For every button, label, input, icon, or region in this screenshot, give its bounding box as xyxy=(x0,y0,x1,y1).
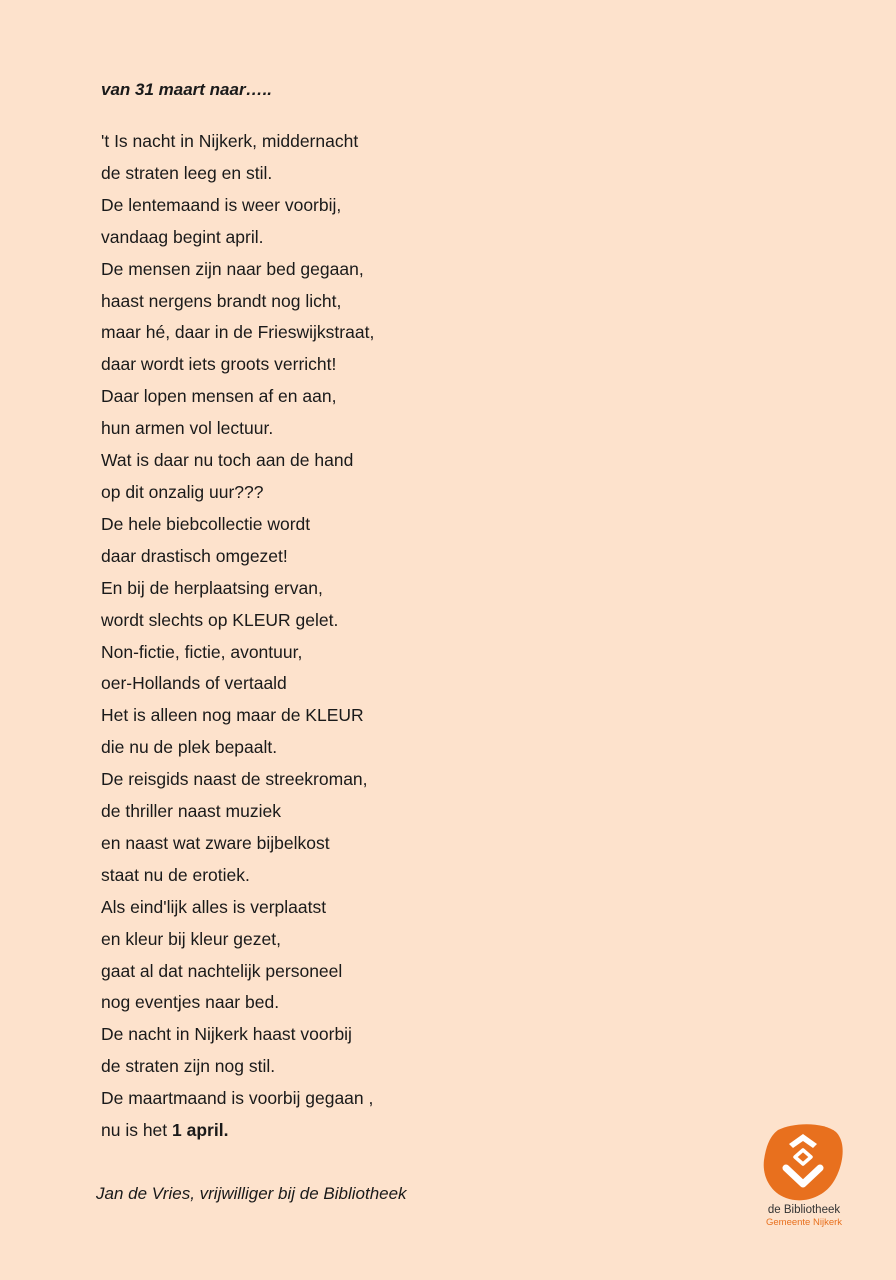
poem-line: Als eind'lijk alles is verplaatst xyxy=(101,896,327,917)
poem-line: hun armen vol lectuur. xyxy=(101,418,274,439)
poem-line: De reisgids naast de streekroman, xyxy=(101,769,368,790)
poem-line: daar wordt iets groots verricht! xyxy=(101,354,337,375)
poem-line: De hele biebcollectie wordt xyxy=(101,513,311,534)
poem-line: en naast wat zware bijbelkost xyxy=(101,832,330,853)
author-signature: Jan de Vries, vrijwilliger bij de Bibliotheek xyxy=(96,1184,407,1203)
poem-line: Non-fictie, fictie, avontuur, xyxy=(101,641,303,662)
poem-line: vandaag begint april. xyxy=(101,226,264,247)
poem-line-final-prefix: nu is het xyxy=(101,1120,173,1141)
logo-line-1: de Bibliotheek xyxy=(767,1204,841,1216)
poem-line: De mensen zijn naar bed gegaan, xyxy=(101,258,364,279)
poem-line: de straten leeg en stil. xyxy=(101,162,273,183)
poem-line: die nu de plek bepaalt. xyxy=(101,737,278,758)
poem-line: op dit onzalig uur??? xyxy=(101,481,264,502)
poem-line: En bij de herplaatsing ervan, xyxy=(101,577,323,598)
library-logo-icon xyxy=(762,1124,844,1202)
poem-line: en kleur bij kleur gezet, xyxy=(101,928,281,949)
poem-line-final-date: 1 april. xyxy=(172,1120,229,1141)
poem-line: haast nergens brandt nog licht, xyxy=(101,290,342,311)
poem-line: 't Is nacht in Nijkerk, middernacht xyxy=(101,131,359,151)
poem-line: nog eventjes naar bed. xyxy=(101,992,280,1013)
poem-line: Daar lopen mensen af en aan, xyxy=(101,386,337,407)
poem-line: de straten zijn nog stil. xyxy=(101,1056,276,1077)
poem-line: De maartmaand is voorbij gegaan , xyxy=(101,1088,374,1109)
poem-line: maar hé, daar in de Frieswijkstraat, xyxy=(101,322,375,343)
poem-line: oer-Hollands of vertaald xyxy=(101,673,287,694)
poem-line: De lentemaand is weer voorbij, xyxy=(101,194,342,215)
library-logo xyxy=(752,1124,856,1234)
poem-line: wordt slechts op KLEUR gelet. xyxy=(101,609,339,630)
poem-title: van 31 maart naar….. xyxy=(101,80,273,99)
poem-line: gaat al dat nachtelijk personeel xyxy=(101,960,343,981)
logo-line-2: Gemeente Nijkerk xyxy=(765,1217,843,1228)
poem-line: de thriller naast muziek xyxy=(101,801,281,822)
poem-line: Wat is daar nu toch aan de hand xyxy=(101,450,354,471)
poem-line: De nacht in Nijkerk haast voorbij xyxy=(101,1024,352,1045)
poem-line: Het is alleen nog maar de KLEUR xyxy=(101,705,364,726)
poem-line: staat nu de erotiek. xyxy=(101,864,250,885)
poem-line-final xyxy=(101,1115,374,1147)
poem-line: daar drastisch omgezet! xyxy=(101,545,288,566)
poem-body xyxy=(101,126,374,1147)
